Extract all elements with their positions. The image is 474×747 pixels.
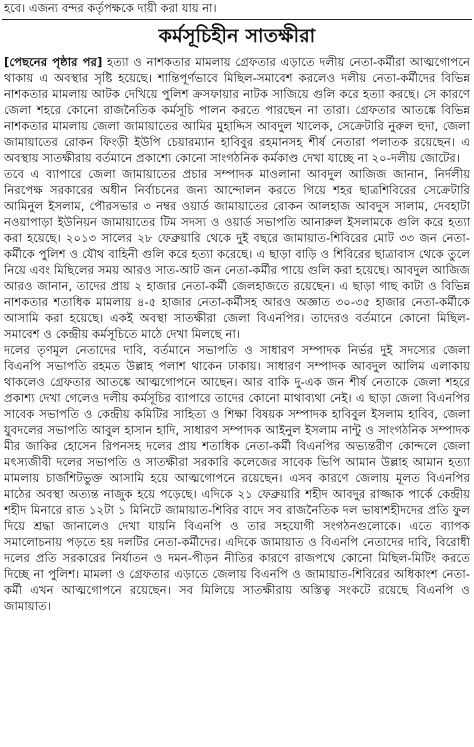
continuation-tag: [পেছনের পৃষ্ঠার পর] [4, 55, 103, 69]
article-headline: কর্মসূচিহীন সাতক্ষীরা [158, 25, 316, 47]
previous-article-tail: হবে। এজন্য বন্দর কর্তৃপক্ষকে দায়ী করা যায় না। [4, 1, 217, 15]
article-paragraph: দলের তৃণমূল নেতাদের দাবি, বর্তমানে সভাপতি ও সাধারণ সম্পাদক নির্ভর দুই সদস্যের জেলা বিএনপি সভাপতি রহমত উল্লাহ পলাশ থাকেন ঢাকায়। সাধারণ সম্পাদক আবদুল আলিম এলাকায় থাকলেও গ্রেফতার আতঙ্কে আত্মগোপনে আছেন। আর বাকি দু-এক জন শীর্ষ নেতাকে জেলা শহরে প্রকাশ্য দেখা গেলেও দলীয় কর্মসূচির ব্যাপারে তাদের কোনো মাথাব্যথা নেই। এ ছাড়া জেলা বিএনপির সাবেক সভাপতি ও কেন্দ্রীয় কমিটির সাহিত্য ও শিক্ষা বিষয়ক সম্পাদক হাবিবুল ইসলাম হাবিব, জেলা যুবদলের সভাপতি আবুল হাসান হাদি, সাধারণ সম্পাদক আইনুল ইসলাম নান্টু ও সাংগঠনিক সম্পাদক মীর জাকির হোসেন রিপনসহ দলের প্রায় শতাধিক নেতা-কর্মী বিএনপির অভ্যন্তরীণ কোন্দলে জেলা মৎস্যজীবী দলের সভাপতি ও সাতক্ষীরা সরকারি কলেজের সাবেক ভিপি আমান উল্লাহ আমান হত্যা মামলায় চার্জশিটভুক্ত আসামি হয়ে আত্মগোপনে রয়েছেন। এসব কারণে জেলায় মূলত বিএনপির মাঠের অবস্থা অত্যন্ত নাজুক হয়ে পড়েছে। এদিকে ২১ ফেব্রুয়ারি শহীদ আবদুর রাজ্জাক পার্কে কেন্দ্রীয় শহীদ মিনারে রাত ১২টা ১ মিনিটে জামায়াত-শিবির বাদে সব রাজনৈতিক দল ভাষাশহীদদের প্রতি ফুল দিয়ে শ্রদ্ধা জানালেও দেখা যায়নি বিএনপি ও তার সহযোগী সংগঠনগুলোকে। এতে ব্যাপক সমালোচনায় পড়তে হয় দলটির নেতা-কর্মীদের। এদিকে জামায়াত ও বিএনপি নেতাদের দাবি, বিরোধী দলের প্রতি সরকারের নির্যাতন ও দমন-পীড়ন নীতির কারণে রাজপথে কোনো মিছিল-মিটিং করতে দিচ্ছে না পুলিশ। মামলা ও গ্রেফতার এড়াতে জেলায় বিএনপি ও জামায়াত-শিবিরের অধিকাংশ নেতা-কর্মী এখন আত্মগোপনে রয়েছেন। সব মিলিয়ে সাতক্ষীরায় অস্তিত্ব সংকটে রয়েছে বিএনপি ও জামায়াত। [4, 343, 470, 613]
article-body [4, 54, 470, 744]
divider-rule [2, 19, 472, 20]
paragraph-text: হত্যা ও নাশকতার মামলায় গ্রেফতার এড়াতে দলীয় নেতা-কর্মীরা আত্মগোপনে থাকায় এ অবস্থার সৃষ্টি হয়েছে। শান্তিপূর্ণভাবে মিছিল-সমাবেশ করলেও দলীয় নেতা-কর্মীদের বিভিন্ন নাশকতার মামলায় আটক দেখিয়ে পুলিশ ক্রসফায়ার নাটক সাজিয়ে গুলি করে হত্যা করছে। সে কারণে জেলা শহরে কোনো রাজনৈতিক কর্মসূচি পালন করতে পারছেন না তারা। গ্রেফতার আতঙ্কে বিভিন্ন নাশকতার মামলায় জেলা জামায়াতের আমির মুহাদ্দিস আবদুল খালেক, সেক্রেটারি নুরুল হুদা, জেলা জামায়াতের রোকন ফিংড়ী ইউপি চেয়ারম্যান হাবিবুর রহমানসহ শীর্ষ নেতারা পলাতক রয়েছেন। এ অবস্থায় সাতক্ষীরায় বর্তমানে প্রকাশ্যে কোনো সাংগঠনিক কর্মকাণ্ড দেখা যাচ্ছে না ২০-দলীয় জোটের। [4, 55, 470, 165]
article-paragraph: তবে এ ব্যাপারে জেলা জামায়াতের প্রচার সম্পাদক মাওলানা আবদুল আজিজ জানান, নির্দলীয় নিরপেক্ষ সরকারের অধীন নির্বাচনের জন্য আন্দোলন করতে গিয়ে শহর ছাত্রশিবিরের সেক্রেটারি আমিনুল ইসলাম, পৌরসভার ৩ নম্বর ওয়ার্ড জামায়াতের রোকন আলহাজ আবদুস সালাম, দেবহাটা নওয়াপাড়া ইউনিয়ন জামায়াতের টিম সদস্য ও ওয়ার্ড সভাপতি আনারুল ইসলামকে গুলি করে হত্যা করা হয়েছে। ২০১৩ সালের ২৮ ফেব্রুয়ারি থেকে দুই বছরে জামায়াত-শিবিরের মোট ৩৩ জন নেতা-কর্মীকে পুলিশ ও যৌথ বাহিনী গুলি করে হত্যা করেছে। এ ছাড়া বাড়ি ও শিবিরের ছাত্রাবাস থেকে তুলে নিয়ে এবং মিছিলের সময় আরও সাত-আট জন নেতা-কর্মীর পায়ে গুলি করা হয়েছে। আবদুল আজিজ আরও জানান, তাদের প্রায় ২ হাজার নেতা-কর্মী জেলহাজতে রয়েছেন। এ ছাড়া গাছ কাটা ও বিভিন্ন নাশকতার শতাধিক মামলায় ৪-৫ হাজার নেতা-কর্মীসহ আরও অজ্ঞাত ৩০-৩৫ হাজার নেতা-কর্মীকে আসামি করা হয়েছে। একই অবস্থা সাতক্ষীরা জেলা বিএনপির। তাদেরও বর্তমানে কোনো মিছিল-সমাবেশ ও কেন্দ্রীয় কর্মসূচিতে মাঠে দেখা মিলছে না। [4, 167, 470, 341]
article-paragraph [4, 54, 470, 166]
